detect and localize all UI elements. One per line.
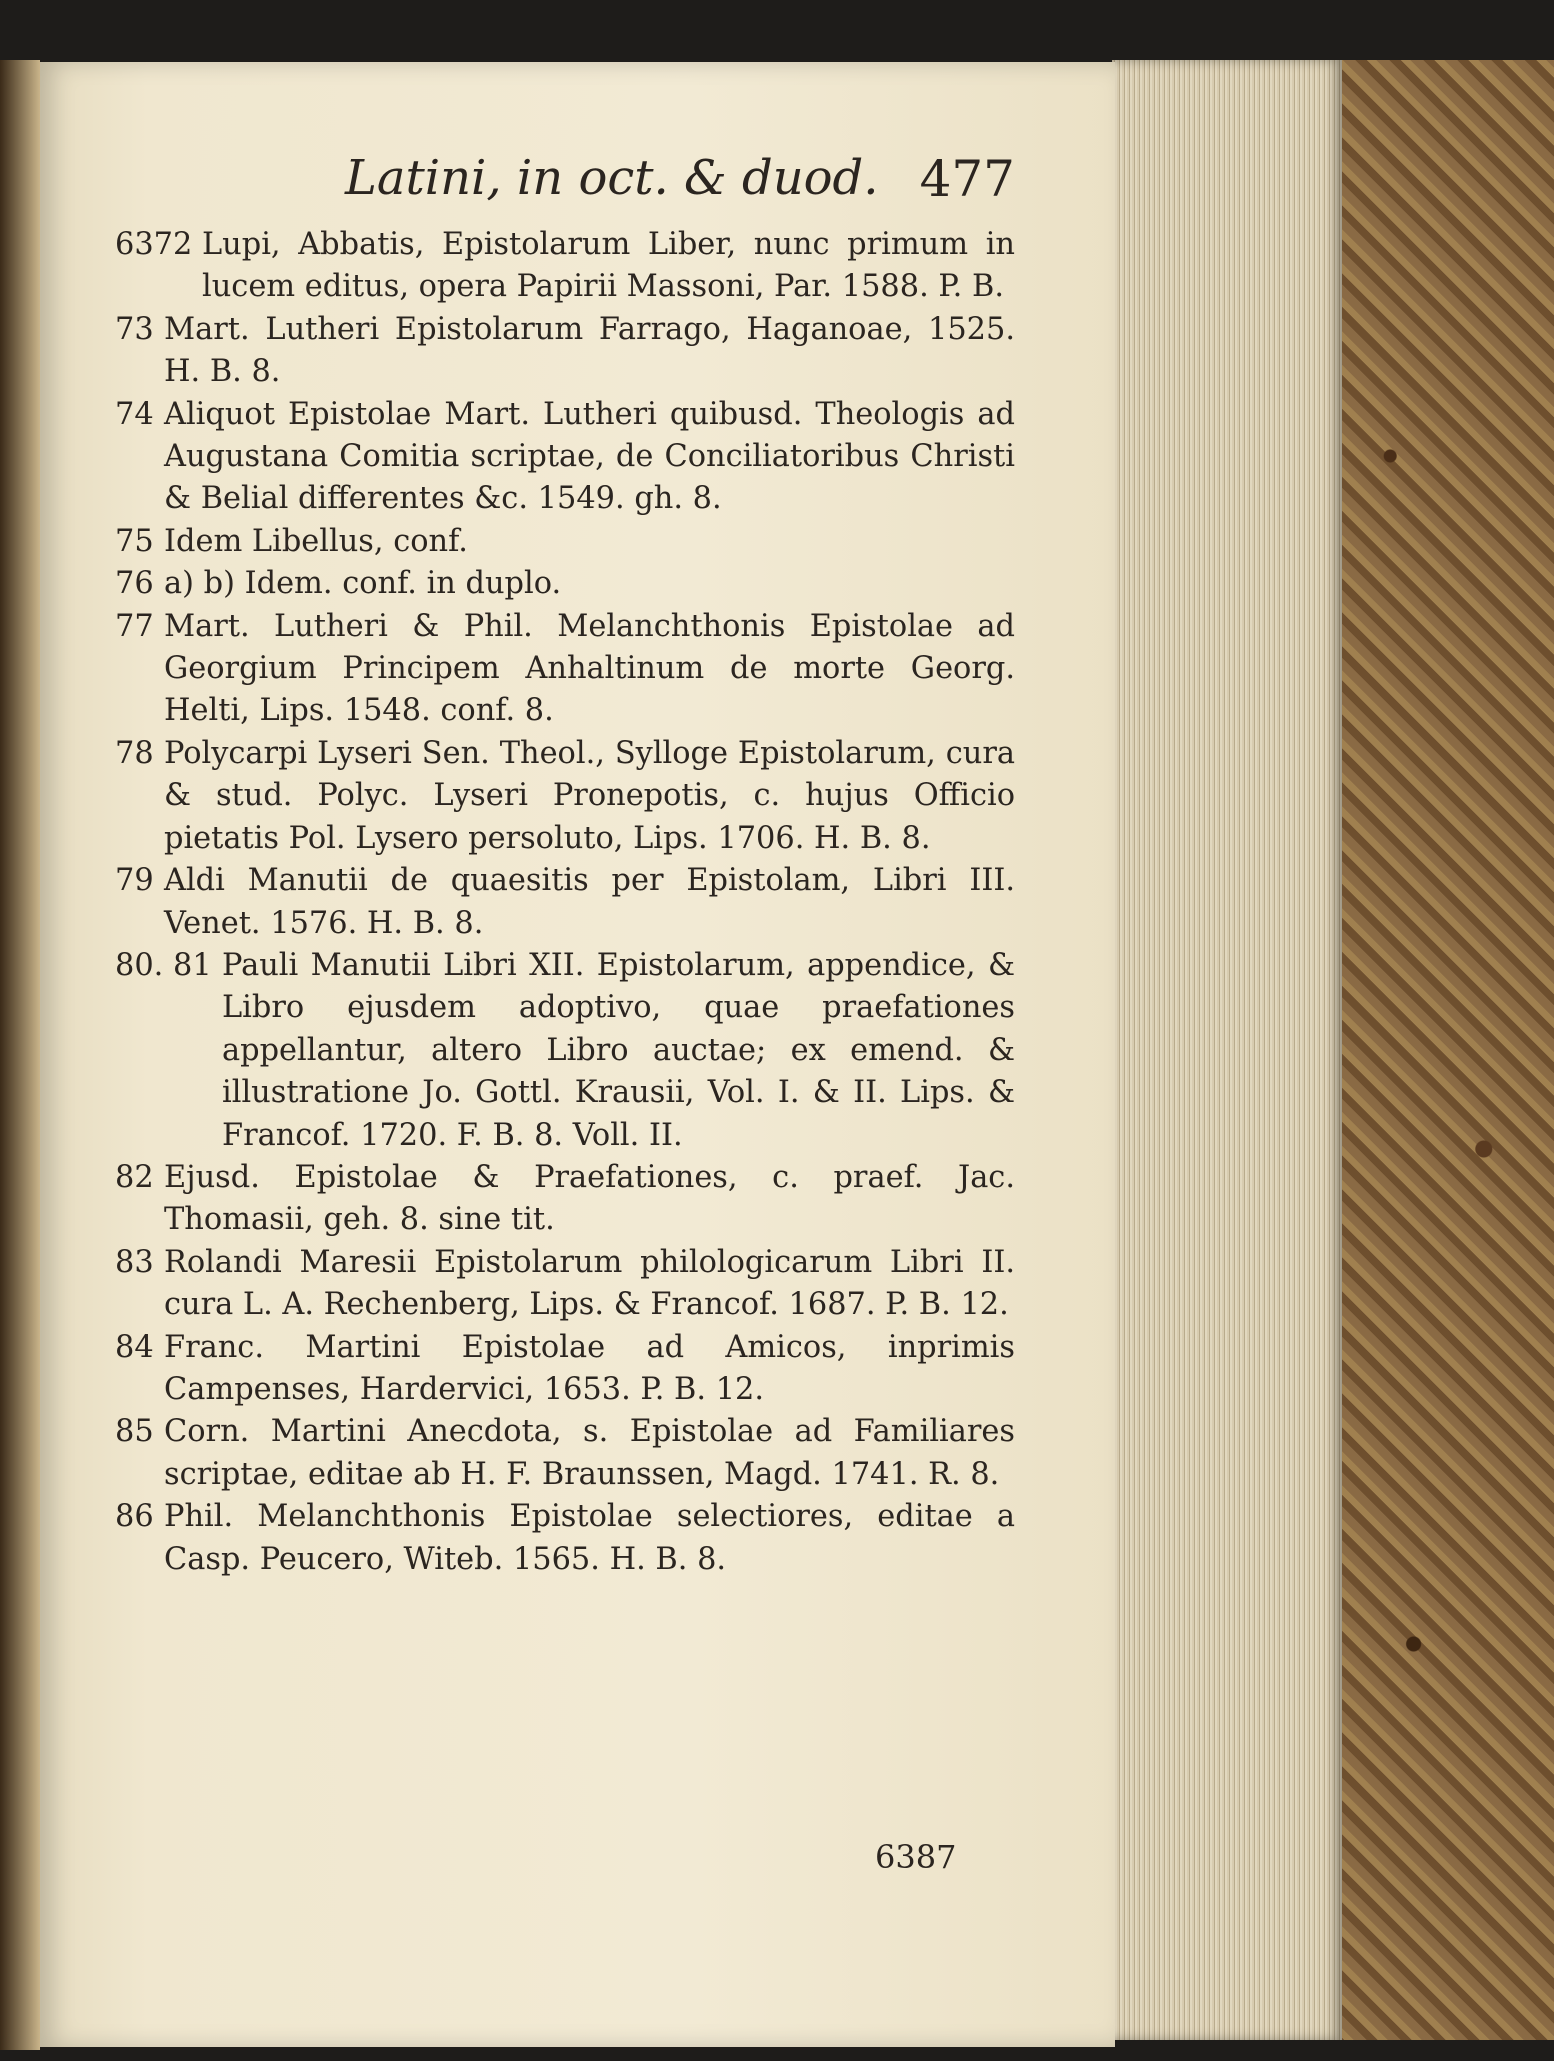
- catalog-entry: [115, 733, 1015, 860]
- catalog-entry: [115, 606, 1015, 733]
- catalog-entry: [115, 860, 1015, 945]
- entry-text: Phil. Melanchthonis Epistolae selectiores, editae a Casp. Peucero, Witeb. 1565. H. B. 8.: [164, 1499, 1015, 1577]
- entry-number: 85: [115, 1414, 154, 1450]
- entry-number: 73: [115, 311, 154, 347]
- entry-text: Franc. Martini Epistolae ad Amicos, inprimis Campenses, Hardervici, 1653. P. B. 12.: [164, 1329, 1015, 1407]
- entry-number: 74: [115, 396, 154, 432]
- entry-number: 78: [115, 735, 154, 771]
- entry-number: 84: [115, 1329, 154, 1365]
- entry-text: Aliquot Epistolae Mart. Lutheri quibusd. Theologis ad Augustana Comitia scriptae, de Conciliatoribus Christi & Belial differentes &c. 1549. gh. 8.: [164, 396, 1015, 517]
- entry-text: Ejusd. Epistolae & Praefationes, c. praef. Jac. Thomasii, geh. 8. sine tit.: [164, 1159, 1015, 1238]
- catalog-entry: [115, 945, 1015, 1157]
- entry-number: 79: [115, 863, 154, 899]
- catalog-entry: [115, 1242, 1015, 1327]
- catalog-entry: [115, 394, 1015, 521]
- book-cover-marbled-edge: [1320, 60, 1554, 2040]
- catalog-entry: [115, 1157, 1015, 1242]
- entry-number: 76: [115, 566, 154, 602]
- page-block-edges: [1112, 60, 1342, 2040]
- entry-text: Mart. Lutheri Epistolarum Farrago, Haganoae, 1525. H. B. 8.: [164, 311, 1015, 390]
- entry-number: 86: [115, 1499, 154, 1535]
- entry-text: Idem Libellus, conf.: [164, 523, 468, 559]
- entry-text: Pauli Manutii Libri XII. Epistolarum, appendice, & Libro ejusdem adoptivo, quae praefationes appellantur, altero Libro auctae; ex emend. & illustratione Jo. Gottl. Krausii, Vol. I. & II. Lips. & Francof. 1720. F. B. 8. Voll. II.: [222, 947, 1015, 1153]
- catalog-entry: [115, 521, 1015, 563]
- entry-number: 6372: [115, 227, 193, 262]
- entry-number: 75: [115, 523, 154, 559]
- entry-number: 80. 81: [115, 947, 212, 983]
- page-number: 477: [919, 150, 1015, 208]
- catalog-entry: [115, 1411, 1015, 1496]
- catalog-entry: [115, 224, 1015, 309]
- entry-text: a) b) Idem. conf. in duplo.: [164, 566, 562, 602]
- entry-text: Aldi Manutii de quaesitis per Epistolam, Libri III. Venet. 1576. H. B. 8.: [164, 863, 1015, 941]
- catchword: 6387: [875, 1838, 957, 1876]
- catalog-entry: [115, 309, 1015, 394]
- entry-text: Mart. Lutheri & Phil. Melanchthonis Epistolae ad Georgium Principem Anhaltinum de morte Georg. Helti, Lips. 1548. conf. 8.: [164, 608, 1015, 729]
- catalog-entry: [115, 563, 1015, 605]
- running-head-title: Latini, in oct. & duod.: [345, 150, 879, 206]
- entry-text: Lupi, Abbatis, Epistolarum Liber, nunc primum in lucem editus, opera Papirii Massoni, Par. 1588. P. B.: [202, 227, 1015, 305]
- catalog-entry: [115, 1496, 1015, 1581]
- entry-text: Corn. Martini Anecdota, s. Epistolae ad Familiares scriptae, editae ab H. F. Braunssen, Magd. 1741. R. 8.: [164, 1414, 1015, 1492]
- entry-number: 77: [115, 608, 154, 644]
- entry-text: Polycarpi Lyseri Sen. Theol., Sylloge Epistolarum, cura & stud. Polyc. Lyseri Pronepotis, c. hujus Officio pietatis Pol. Lysero persoluto, Lips. 1706. H. B. 8.: [164, 735, 1015, 856]
- catalog-entries: [115, 224, 1015, 1581]
- catalog-entry: [115, 1327, 1015, 1412]
- entry-number: 83: [115, 1244, 154, 1280]
- running-head: [305, 142, 1015, 232]
- book-page: [40, 62, 1115, 2047]
- entry-number: 82: [115, 1159, 154, 1195]
- entry-text: Rolandi Maresii Epistolarum philologicarum Libri II. cura L. A. Rechenberg, Lips. & Francof. 1687. P. B. 12.: [164, 1244, 1015, 1323]
- book-cover-left-edge: [0, 60, 40, 2050]
